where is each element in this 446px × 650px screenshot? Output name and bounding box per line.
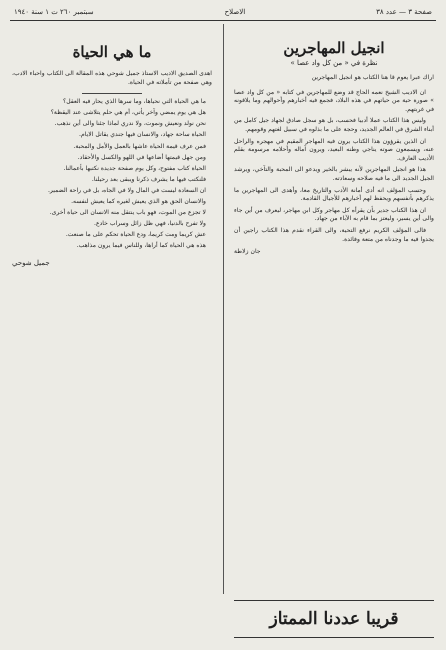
article-anjil-al-muhajirin (234, 24, 434, 604)
issue-date: سبتمبر ٢٦٠ ت ١ سنة ١٩٤٠ (14, 8, 94, 16)
article-intro: اهدى الصديق الاديب الاستاذ جميل شوحي هذه المقالة الى الكتاب واحباء الادب، وهي صفحة من تأملاته في الحياة. (12, 70, 212, 86)
page-number: صفحة ٣ — عدد ٣٨ (376, 8, 432, 16)
verse-line: ومن جهل قيمتها أضاعها في اللهو والكسل والأحقاد. (77, 153, 206, 161)
verse-line: فلنكتب فيها ما يشرف ذكرنا ويبقى بعد رحيلنا. (91, 175, 206, 183)
verse-line: هل هي يوم يمضي وآخر يأتي، أم هي حلم يتلاشى عند اليقظة؟ (50, 109, 206, 117)
verse-line: الحياة كتاب مفتوح، وكل يوم صفحة جديدة نكتبها بأعمالنا. (63, 164, 206, 172)
article-title: انجيل المهاجرين (283, 39, 385, 57)
article-paragraph: ان هذا الكتاب جدير بأن يقرأه كل مهاجر وكل ابن مهاجر، ليعرف من أين جاء والى أين يسير، وليعتز بما قام به الآباء من جهاد. (234, 206, 434, 223)
article-title: ما هي الحياة (72, 43, 152, 61)
upcoming-issue-banner: قريبا عددنا الممتاز (234, 600, 434, 638)
verse-line: عش كريما ومت كريما، ودع الحياة تحكم على ما صنعت. (65, 231, 206, 239)
article-ma-hiya-al-hayat (12, 24, 212, 624)
article-paragraph: ان الاديب الشيخ نعمه الحاج قد وضع للمهاجرين في كتابه « من كل واد عصا » صورة حية من حياتهم في هذه البلاد، فجمع فيه أخبارهم وأحوالهم وما يلاقونه في غربتهم. (234, 88, 434, 113)
article-signature: جان زلاطة (234, 248, 261, 256)
article-paragraph: وليس هذا الكتاب عملا أدبيا فحسب، بل هو سجل صادق لجهاد جيل كامل من أبناء الشرق في العالم الجديد، وحجة على ما بذلوه في سبيل لغتهم وقومهم. (234, 117, 434, 133)
verse-line: الحياة ساحة جهاد، والانسان فيها جندي يقاتل الايام. (79, 131, 206, 139)
header-rule (10, 20, 436, 21)
verse-line: والانسان الحق هو الذي يعيش لغيره كما يعيش لنفسه. (71, 198, 206, 206)
verse-line: هذه هي الحياة كما أراها، وللناس فيما يرون مذاهب. (76, 242, 206, 250)
column-divider (223, 24, 224, 594)
article-paragraph: وحسب المؤلف انه أدى أمانة الأدب والتاريخ معا، وأهدى الى المهاجرين ما يذكرهم بأنفسهم ويحفظ لهم أخبارهم للأجيال القادمة. (234, 186, 434, 203)
article-signature: جميل شوحي (12, 259, 50, 267)
verse-line: نحن نولد ونعيش ونموت، ولا ندري لماذا جئنا والى أين نذهب. (54, 120, 206, 128)
article-paragraph: هذا هو انجيل المهاجرين لأنه يبشر بالخير ويدعو الى المحبة والتآخي، ويرشد الجيل الجديد الى ما فيه صلاحه وسعادته. (234, 166, 434, 182)
running-header (14, 8, 432, 16)
verse-line: لا تجزع من الموت، فهو باب ينتقل منه الانسان الى حياة أخرى. (49, 209, 206, 217)
verse-line: ولا تفرح بالدنيا، فهي ظل زائل وسراب خادع. (94, 220, 206, 228)
verse-line: ان السعادة ليست في المال ولا في الجاه، بل في راحة الضمير. (47, 186, 206, 194)
article-paragraph: فالى المؤلف الكريم نرفع التحية، والى القراء نقدم هذا الكتاب راجين أن يجدوا فيه ما وجدناه من متعة وفائدة. (234, 226, 434, 243)
section-separator (82, 93, 142, 94)
magazine-name: الاصلاح (224, 8, 246, 16)
article-subtitle: نظرة في « من كل واد عصا » (290, 59, 378, 67)
article-intro: اراك عبرا يعوم قا هنا الكتاب هو انجيل المهاجرين (311, 74, 434, 81)
verse-line: فمن عرف قيمة الحياة عاشها بالعمل والأمل والمحبة. (73, 142, 206, 150)
article-paragraph: ان الذين يقرؤون هذا الكتاب يرون فيه المهاجر المقيم في مهجره والراحل عنه، ويسمعون صوته يناجي وطنه البعيد، ويرون آماله وأحلامه مرسومة بقلم الأديب العارف. (234, 137, 434, 162)
verse-line: ما هي الحياة التي نحياها، وما سرها الذي يحار فيه العقل؟ (63, 98, 206, 106)
